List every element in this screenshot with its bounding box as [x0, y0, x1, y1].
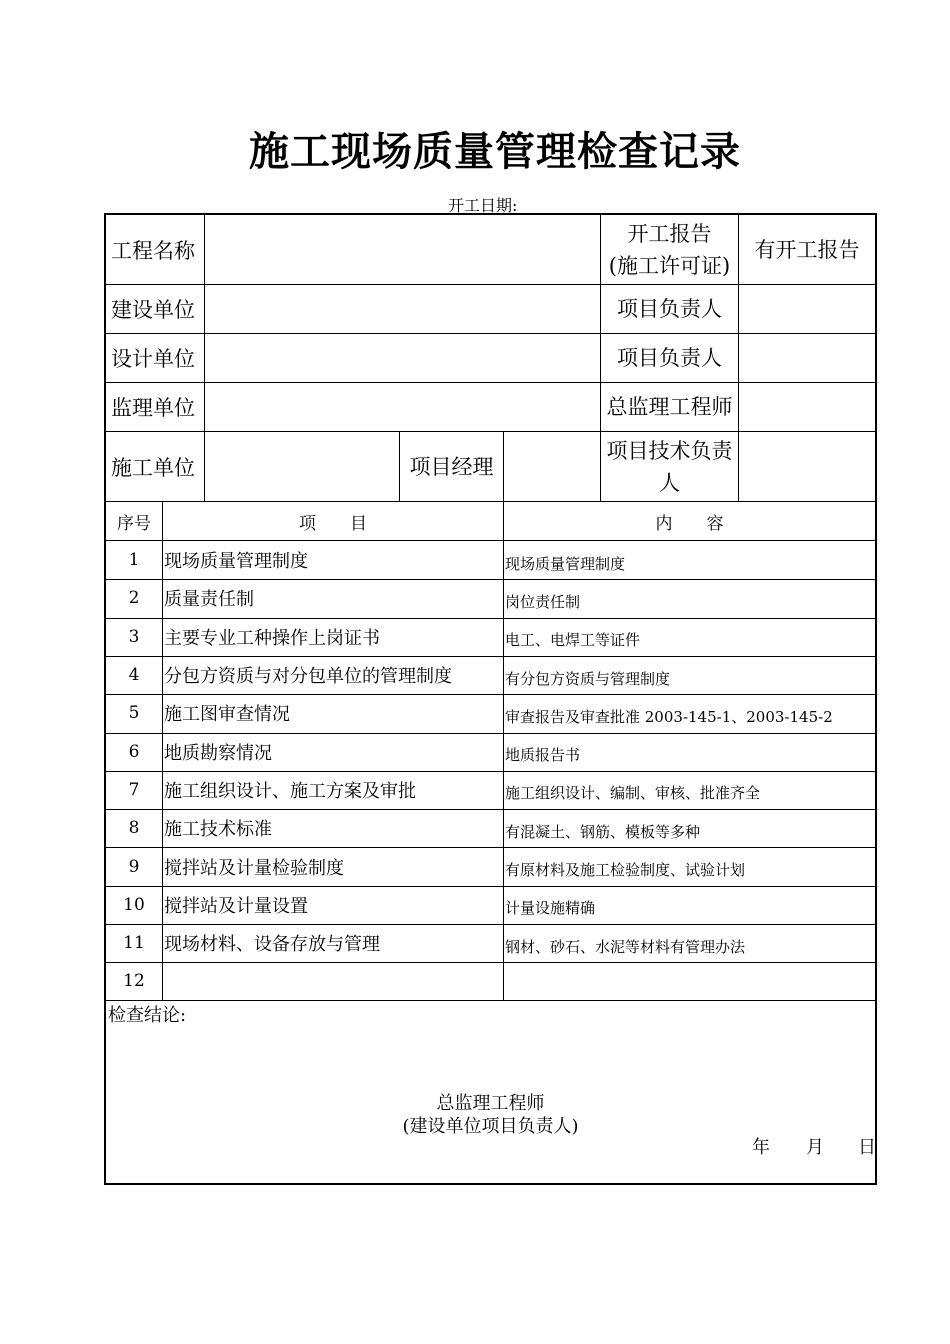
row-content[interactable]: 计量设施精确: [505, 899, 596, 918]
tech-leader-label-line2: 人: [659, 470, 680, 495]
row-seq: 10: [123, 894, 145, 915]
row-seq: 3: [128, 626, 140, 647]
row-content[interactable]: 审查报告及审查批准 2003-145-1、2003-145-2: [505, 707, 833, 726]
row-item: 施工图审查情况: [164, 704, 290, 726]
builder-unit-label: 施工单位: [111, 455, 195, 480]
row-item: 施工组织设计、施工方案及审批: [164, 780, 416, 802]
row-content[interactable]: 岗位责任制: [505, 592, 581, 611]
start-report-label-line2: (施工许可证): [608, 253, 731, 278]
column-header-seq: 序号: [117, 513, 151, 534]
row-content[interactable]: 有分包方资质与管理制度: [505, 669, 671, 688]
row-seq: 4: [128, 665, 140, 686]
row-item: 现场材料、设备存放与管理: [164, 934, 380, 956]
supervision-unit-label: 监理单位: [111, 396, 195, 420]
row-seq: 7: [128, 779, 140, 800]
table-row: [106, 962, 875, 1000]
start-report-label-line1: 开工报告: [627, 221, 712, 246]
row-item: 现场质量管理制度: [164, 551, 308, 573]
design-leader-value[interactable]: [739, 334, 875, 382]
table-row: [106, 771, 875, 809]
table-row: [106, 618, 875, 656]
construction-leader-value[interactable]: [739, 285, 875, 333]
table-row: [106, 809, 875, 847]
construction-unit-value[interactable]: [205, 285, 600, 333]
row-content[interactable]: 地质报告书: [505, 746, 581, 765]
tech-leader-label-line1: 项目技术负责: [606, 438, 733, 463]
table-row: [106, 847, 875, 885]
row-content[interactable]: 电工、电焊工等证件: [505, 631, 641, 650]
column-header-item: 项 目: [299, 513, 367, 534]
table-row: [106, 924, 875, 962]
row-content[interactable]: 现场质量管理制度: [505, 554, 626, 573]
tech-leader-label: [601, 432, 738, 501]
table-row: [106, 694, 875, 732]
row-seq: 1: [128, 550, 140, 571]
chief-engineer-label: 总监理工程师: [606, 395, 733, 419]
table-row: [106, 656, 875, 694]
design-leader-label: 项目负责人: [617, 346, 722, 370]
builder-unit-value[interactable]: [205, 432, 399, 501]
conclusion-section: [106, 1001, 875, 1183]
table-row: [106, 579, 875, 617]
design-unit-value[interactable]: [205, 334, 600, 382]
row-item: 地质勘察情况: [164, 742, 272, 764]
supervision-unit-value[interactable]: [205, 383, 600, 431]
table-row: [106, 733, 875, 771]
tech-leader-value[interactable]: [739, 432, 875, 501]
row-content[interactable]: [504, 962, 875, 1000]
row-content[interactable]: 有原材料及施工检验制度、试验计划: [505, 861, 746, 880]
construction-leader-label: 项目负责人: [617, 297, 722, 321]
date-day: 日: [858, 1137, 876, 1158]
row-item: 搅拌站及计量检验制度: [164, 857, 344, 879]
row-content[interactable]: 施工组织设计、编制、审核、批准齐全: [505, 784, 761, 803]
project-name-label: 工程名称: [111, 238, 195, 263]
start-report-value[interactable]: 有开工报告: [754, 237, 860, 262]
row-content[interactable]: 有混凝土、钢筋、模板等多种: [505, 822, 701, 841]
row-seq: 11: [123, 933, 145, 954]
project-manager-value[interactable]: [504, 432, 600, 501]
start-report-label: [601, 215, 738, 284]
row-seq: 2: [128, 588, 140, 609]
project-name-value[interactable]: [205, 215, 600, 284]
date-month: 月: [806, 1137, 824, 1158]
row-seq: 9: [128, 856, 140, 877]
construction-leader-signature-label: (建设单位项目负责人): [402, 1116, 579, 1137]
row-item: 搅拌站及计量设置: [164, 895, 308, 917]
row-seq: 8: [128, 818, 140, 839]
table-row: [106, 541, 875, 579]
row-seq: 5: [128, 703, 140, 724]
row-seq: 6: [128, 741, 140, 762]
column-header-content: 内 容: [655, 513, 724, 534]
row-item: 质量责任制: [164, 589, 254, 611]
page-title: 施工现场质量管理检查记录: [249, 128, 741, 175]
chief-engineer-signature-label: 总监理工程师: [436, 1093, 545, 1114]
start-date-label: 开工日期:: [448, 196, 518, 215]
checklist-table: [106, 502, 875, 1000]
construction-unit-label: 建设单位: [111, 298, 195, 322]
date-year: 年: [752, 1137, 770, 1158]
row-content[interactable]: 钢材、砂石、水泥等材料有管理办法: [505, 937, 746, 956]
row-item: 分包方资质与对分包单位的管理制度: [164, 666, 452, 688]
chief-engineer-value[interactable]: [739, 383, 875, 431]
table-row: [106, 886, 875, 924]
row-item: [163, 962, 503, 1000]
project-manager-label: 项目经理: [409, 454, 494, 479]
row-item: 施工技术标准: [164, 819, 272, 841]
inspection-form: [104, 213, 877, 1185]
row-seq: 12: [123, 971, 145, 992]
row-item: 主要专业工种操作上岗证书: [164, 627, 380, 649]
conclusion-label: 检查结论:: [108, 1005, 187, 1026]
design-unit-label: 设计单位: [111, 347, 195, 371]
